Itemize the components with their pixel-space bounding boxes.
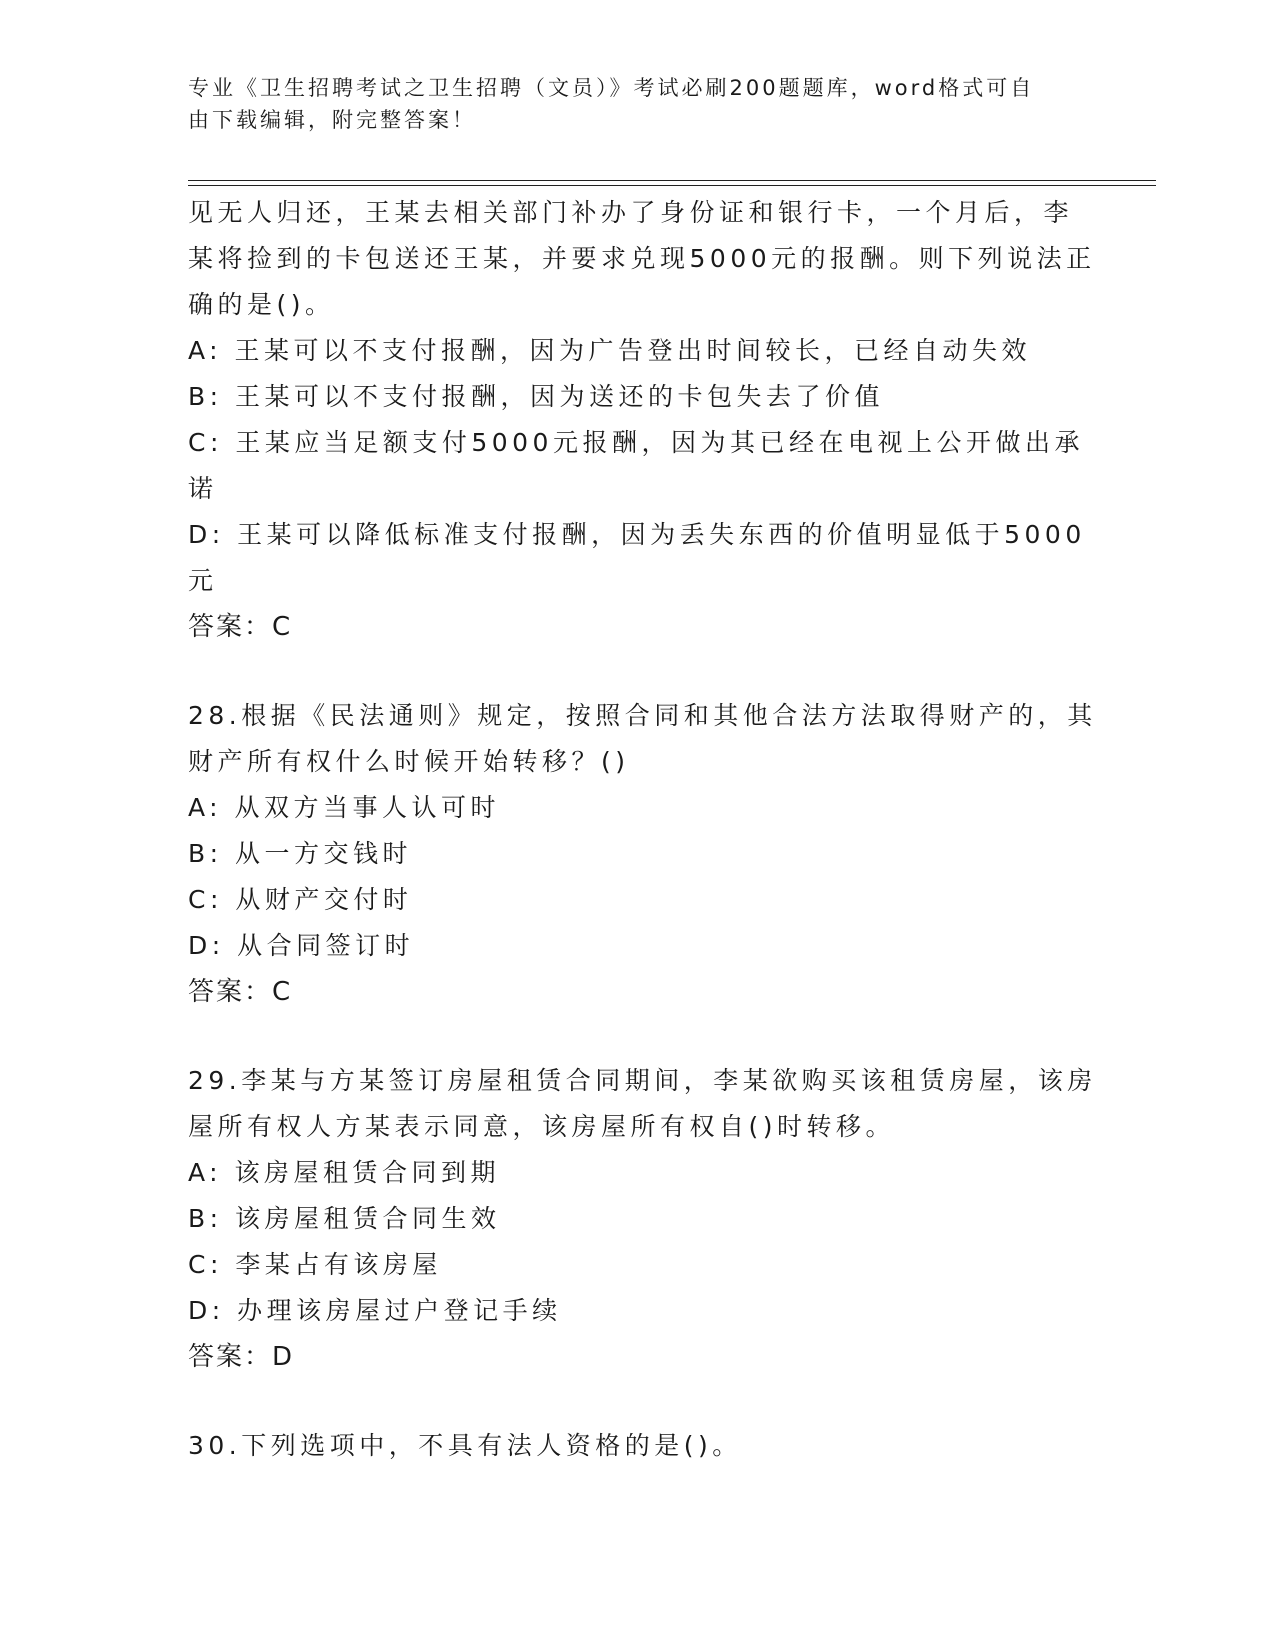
- question-28: [188, 693, 1097, 1015]
- question-stem-line: 28.根据《民法通则》规定，按照合同和其他合法方法取得财产的，其: [188, 701, 1097, 730]
- option-a: A: 从双方当事人认可时: [188, 793, 501, 822]
- question-stem-line: 确的是()。: [188, 290, 335, 319]
- question-stem-line: 29.李某与方某签订房屋租赁合同期间，李某欲购买该租赁房屋，该房: [188, 1066, 1097, 1095]
- header-line-1: 专业《卫生招聘考试之卫生招聘（文员）》考试必刷200题题库，word格式可自: [188, 76, 1035, 100]
- answer: 答案：D: [188, 1342, 295, 1372]
- option-c: C: 王某应当足额支付5000元报酬，因为其已经在电视上公开做出承: [188, 428, 1084, 457]
- option-c-continued: 诺: [188, 474, 218, 503]
- option-c: C: 从财产交付时: [188, 885, 413, 914]
- option-d: D: 从合同签订时: [188, 931, 415, 960]
- header-line-2: 由下载编辑，附完整答案！: [188, 108, 476, 132]
- header-divider-top: [188, 180, 1156, 181]
- question-list: [188, 190, 1097, 1469]
- question-stem-line: 见无人归还，王某去相关部门补办了身份证和银行卡，一个月后，李: [188, 198, 1074, 227]
- option-b: B: 从一方交钱时: [188, 839, 413, 868]
- question-stem-line: 30.下列选项中，不具有法人资格的是()。: [188, 1431, 742, 1460]
- option-d: D: 办理该房屋过户登记手续: [188, 1296, 562, 1325]
- option-c: C: 李某占有该房屋: [188, 1250, 442, 1279]
- question-stem-line: 屋所有权人方某表示同意，该房屋所有权自()时转移。: [188, 1112, 896, 1141]
- question-27: [188, 190, 1096, 650]
- answer: 答案：C: [188, 977, 293, 1007]
- option-d: D: 王某可以降低标准支付报酬，因为丢失东西的价值明显低于5000: [188, 520, 1086, 549]
- question-29: [188, 1058, 1097, 1380]
- header-divider-bottom: [188, 185, 1156, 186]
- option-b: B: 该房屋租赁合同生效: [188, 1204, 501, 1233]
- option-a: A: 王某可以不支付报酬，因为广告登出时间较长，已经自动失效: [188, 336, 1032, 365]
- answer: 答案：C: [188, 612, 293, 642]
- question-stem-line: 财产所有权什么时候开始转移？(): [188, 747, 630, 776]
- question-stem-line: 某将捡到的卡包送还王某，并要求兑现5000元的报酬。则下列说法正: [188, 244, 1096, 273]
- option-a: A: 该房屋租赁合同到期: [188, 1158, 501, 1187]
- question-30: [188, 1423, 1088, 1469]
- document-header: [188, 72, 1068, 136]
- option-b: B: 王某可以不支付报酬，因为送还的卡包失去了价值: [188, 382, 885, 411]
- option-d-continued: 元: [188, 566, 218, 595]
